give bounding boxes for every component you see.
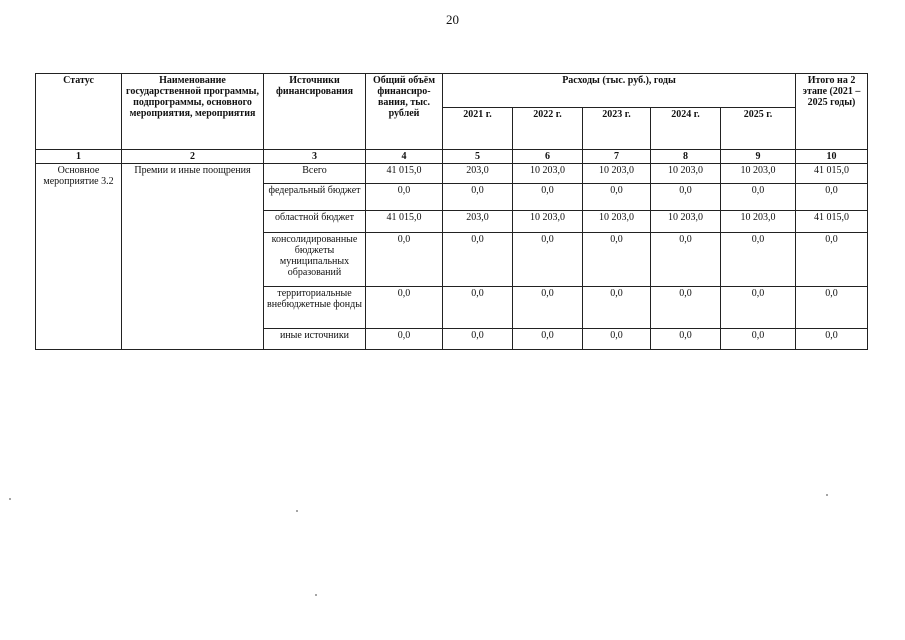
year-cell: 10 203,0 <box>651 164 721 184</box>
stage-total-cell: 0,0 <box>796 184 868 211</box>
stage-total-cell: 41 015,0 <box>796 211 868 233</box>
column-number: 3 <box>264 150 366 164</box>
year-cell: 0,0 <box>651 184 721 211</box>
header-year-2022: 2022 г. <box>513 108 583 150</box>
year-cell: 10 203,0 <box>583 164 651 184</box>
header-expenses: Расходы (тыс. руб.), годы <box>443 74 796 108</box>
page-number: 20 <box>446 12 459 27</box>
year-cell: 0,0 <box>443 233 513 287</box>
stage-total-cell: 0,0 <box>796 287 868 329</box>
scan-speck <box>296 510 298 512</box>
year-cell: 0,0 <box>651 233 721 287</box>
source-cell: иные источники <box>264 329 366 350</box>
year-cell: 10 203,0 <box>513 164 583 184</box>
source-cell: территориальные внебюджетные фонды <box>264 287 366 329</box>
column-number: 7 <box>583 150 651 164</box>
year-cell: 0,0 <box>583 233 651 287</box>
year-cell: 10 203,0 <box>651 211 721 233</box>
column-number: 9 <box>721 150 796 164</box>
column-number: 8 <box>651 150 721 164</box>
header-year-2025: 2025 г. <box>721 108 796 150</box>
stage-total-cell: 0,0 <box>796 329 868 350</box>
source-cell: Всего <box>264 164 366 184</box>
year-cell: 203,0 <box>443 211 513 233</box>
year-cell: 0,0 <box>651 329 721 350</box>
scan-speck <box>315 594 317 596</box>
year-cell: 10 203,0 <box>721 164 796 184</box>
year-cell: 0,0 <box>513 329 583 350</box>
header-status: Статус <box>36 74 122 150</box>
scan-speck <box>826 494 828 496</box>
header-total-stage: Итого на 2 этапе (2021 – 2025 годы) <box>796 74 868 150</box>
year-cell: 0,0 <box>443 287 513 329</box>
total-cell: 0,0 <box>366 184 443 211</box>
source-cell: областной бюджет <box>264 211 366 233</box>
column-number: 5 <box>443 150 513 164</box>
year-cell: 0,0 <box>721 329 796 350</box>
header-year-2024: 2024 г. <box>651 108 721 150</box>
column-number: 10 <box>796 150 868 164</box>
year-cell: 10 203,0 <box>721 211 796 233</box>
total-cell: 0,0 <box>366 233 443 287</box>
year-cell: 0,0 <box>583 184 651 211</box>
budget-table <box>35 73 868 350</box>
year-cell: 0,0 <box>583 329 651 350</box>
column-number: 2 <box>122 150 264 164</box>
year-cell: 0,0 <box>583 287 651 329</box>
total-cell: 41 015,0 <box>366 211 443 233</box>
header-name: Наименование государственной программы, подпрограммы, основного мероприятия, мероприятия <box>122 74 264 150</box>
total-cell: 0,0 <box>366 329 443 350</box>
header-total-volume: Общий объём финансиро-вания, тыс. рублей <box>366 74 443 150</box>
year-cell: 0,0 <box>443 184 513 211</box>
scan-speck <box>9 498 11 500</box>
year-cell: 0,0 <box>651 287 721 329</box>
year-cell: 0,0 <box>721 233 796 287</box>
column-number: 4 <box>366 150 443 164</box>
column-number: 1 <box>36 150 122 164</box>
total-cell: 41 015,0 <box>366 164 443 184</box>
year-cell: 0,0 <box>721 184 796 211</box>
status-cell: Основное мероприятие 3.2 <box>36 164 122 350</box>
source-cell: консолидированные бюджеты муниципальных образований <box>264 233 366 287</box>
column-number: 6 <box>513 150 583 164</box>
header-year-2021: 2021 г. <box>443 108 513 150</box>
year-cell: 10 203,0 <box>583 211 651 233</box>
year-cell: 0,0 <box>721 287 796 329</box>
total-cell: 0,0 <box>366 287 443 329</box>
year-cell: 10 203,0 <box>513 211 583 233</box>
year-cell: 203,0 <box>443 164 513 184</box>
year-cell: 0,0 <box>513 287 583 329</box>
header-year-2023: 2023 г. <box>583 108 651 150</box>
name-cell: Премии и иные поощрения <box>122 164 264 350</box>
header-sources: Источники финансирования <box>264 74 366 150</box>
year-cell: 0,0 <box>443 329 513 350</box>
stage-total-cell: 41 015,0 <box>796 164 868 184</box>
year-cell: 0,0 <box>513 184 583 211</box>
source-cell: федеральный бюджет <box>264 184 366 211</box>
stage-total-cell: 0,0 <box>796 233 868 287</box>
table-row <box>36 164 868 184</box>
year-cell: 0,0 <box>513 233 583 287</box>
